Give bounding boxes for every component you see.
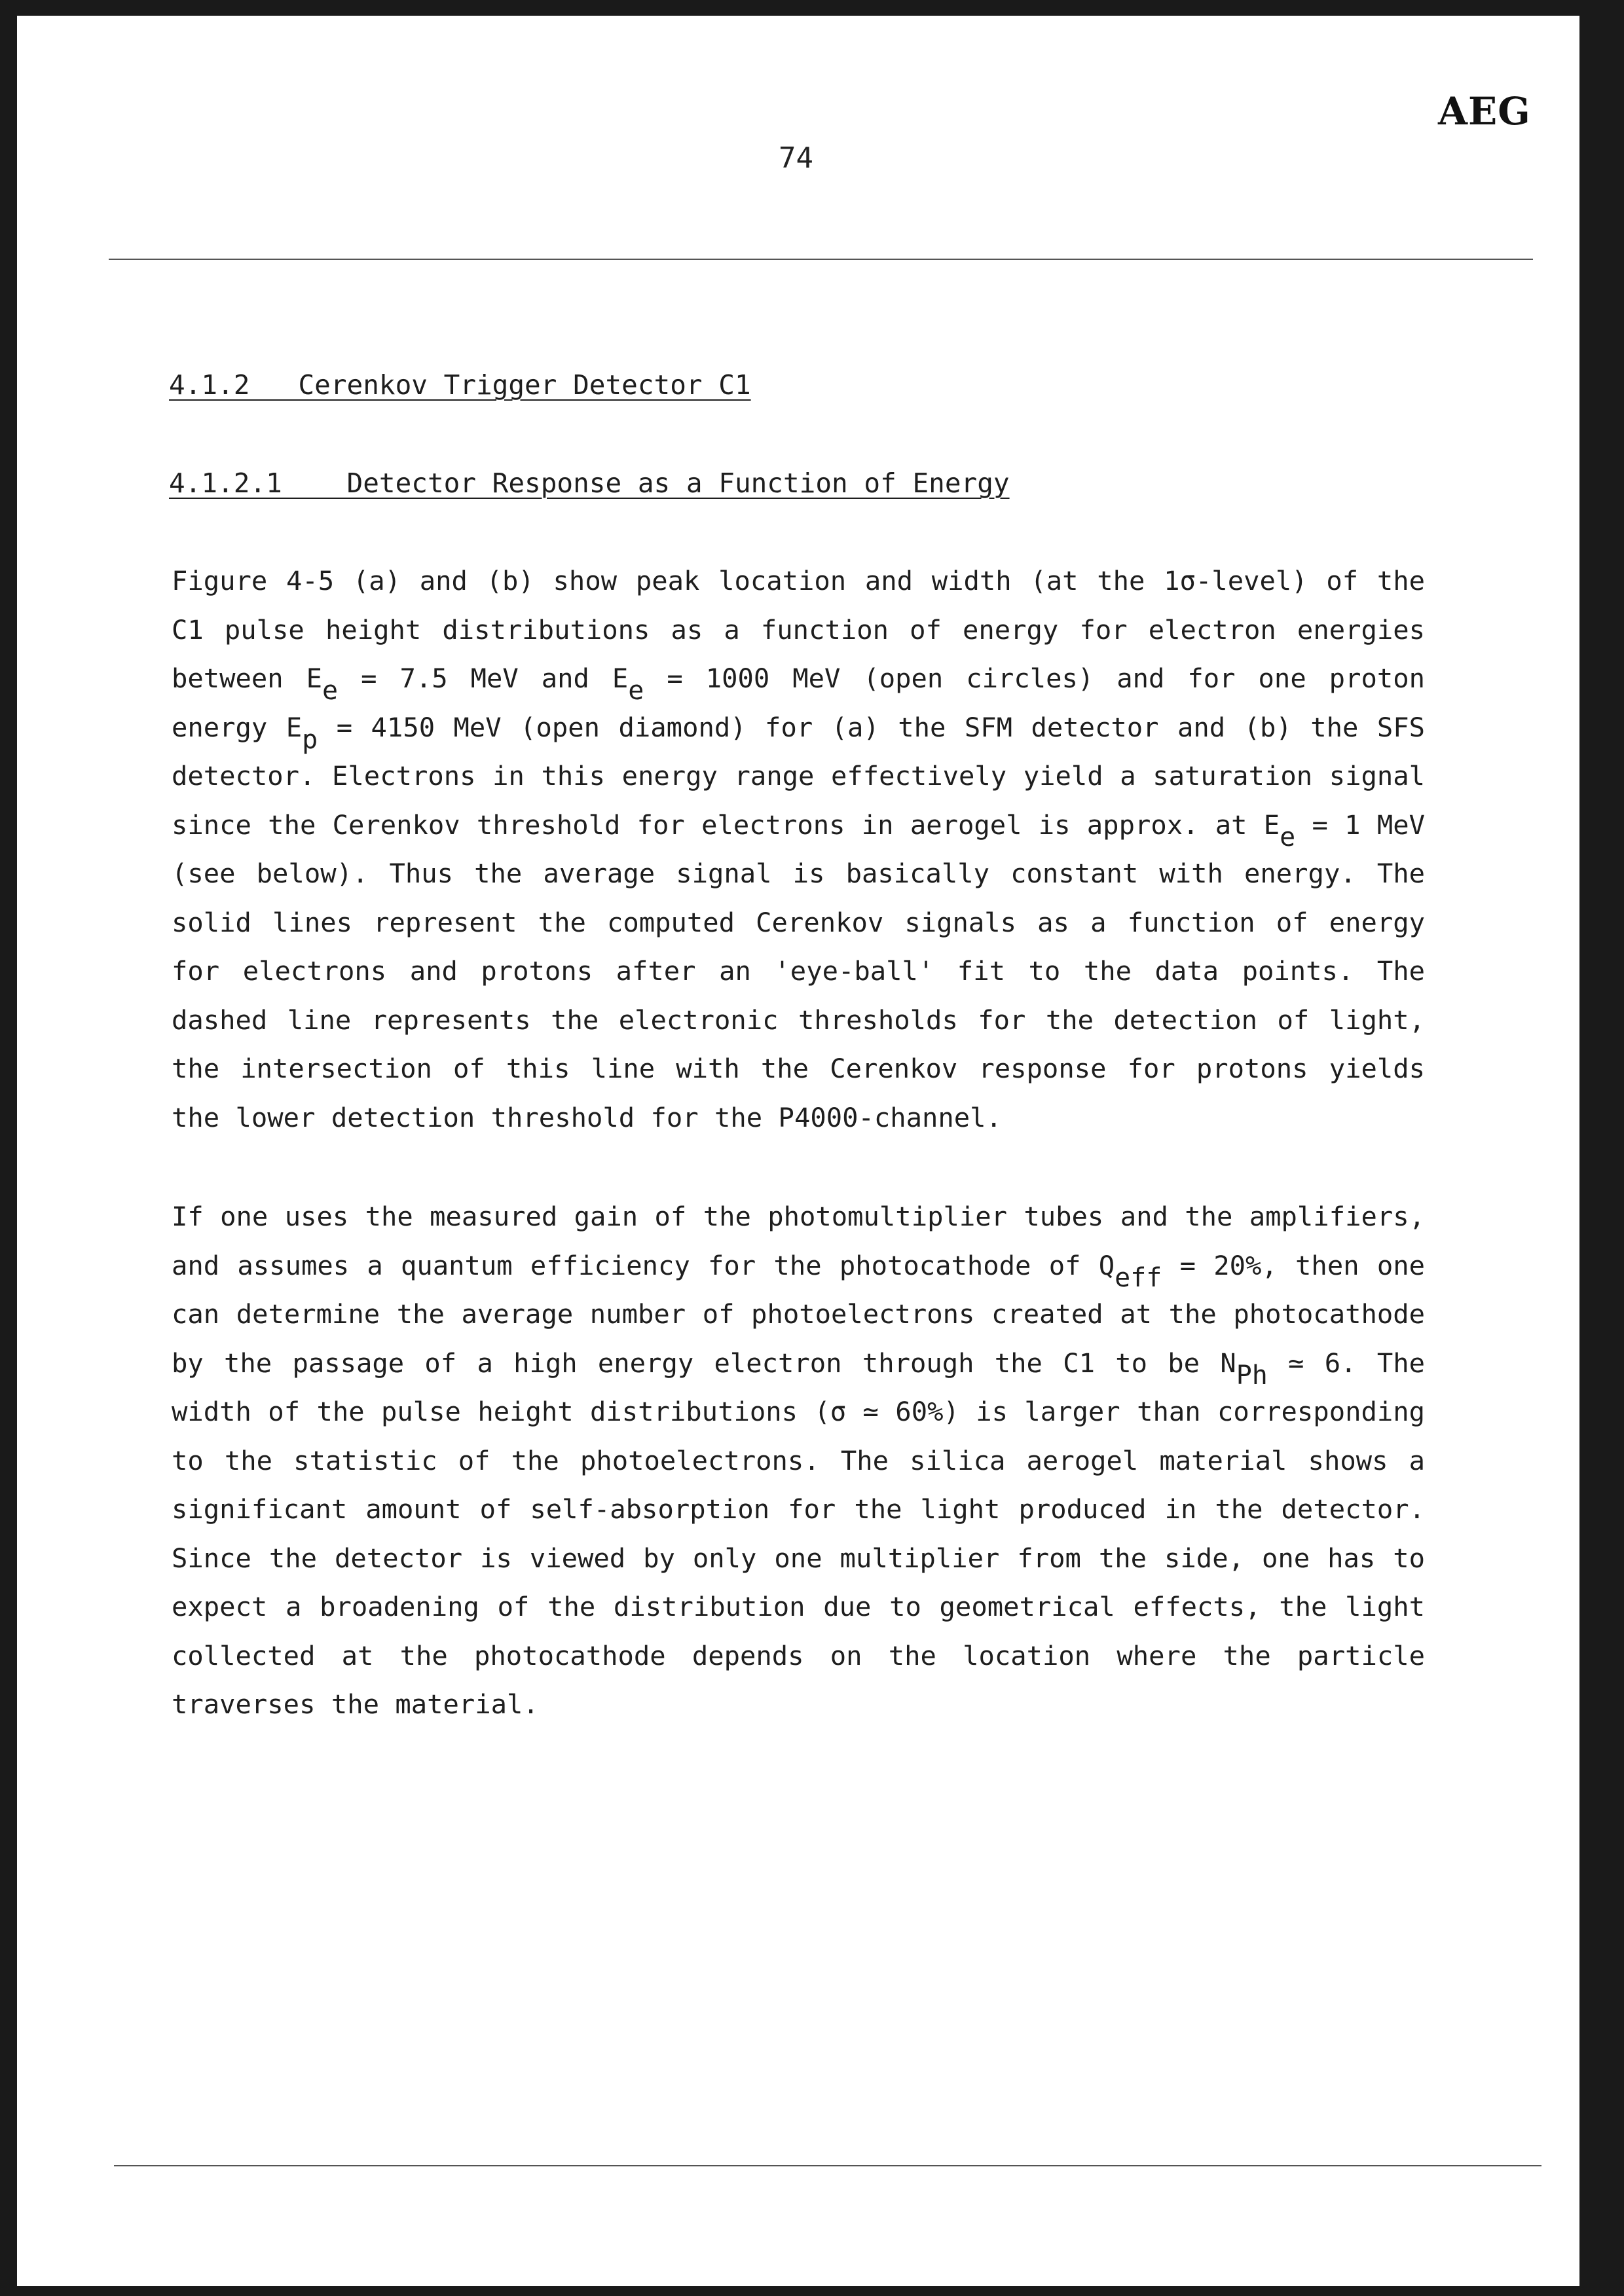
paragraph-text: = 7.5 MeV and E [338, 663, 629, 694]
paragraph-text: Figure 4-5 (a) and (b) show peak location and width (at the 1σ-level) of the C1 pulse height distributions as a function of energy for electron energies between E [172, 565, 1425, 694]
paragraph-text: ≃ 6. The width of the pulse height distributions (σ ≃ 60%) is larger than corresponding to the statistic of the photoelectrons. The silica aerogel material shows a significant amount of self-absorption for the light produced in the detector. Since the detector is viewed by only one multiplier from the side, one has to expect a broadening of the distribution due to geometrical effects, the light collected at the photocathode depends on the location where the particle traverses the material. [172, 1347, 1425, 1720]
paragraph-text: = 1 MeV (see below). Thus the average signal is basically constant with energy. The solid lines represent the computed Cerenkov signals as a function of energy for electrons and protons after an 'eye-ball' fit to the data points. The dashed line represents the electronic thresholds for the detection of light, the intersection of this line with the Cerenkov response for protons yields the lower detection threshold for the P4000-channel. [172, 809, 1425, 1133]
subscript: e [1280, 822, 1296, 852]
subsection-heading: 4.1.2.1 Detector Response as a Function of Energy [169, 467, 1010, 499]
company-logo: AEG [1438, 89, 1531, 134]
subscript: eff [1115, 1262, 1162, 1293]
paragraph-text: = 4150 MeV (open diamond) for (a) the SFM detector and (b) the SFS detector. Electrons in this energy range effectively yield a saturation signal since the Cerenkov threshold for electrons in aerogel is approx. at E [172, 711, 1425, 841]
header-divider [109, 259, 1533, 260]
subscript: e [322, 676, 339, 706]
paragraph-text: = 20%, then one can determine the average number of photoelectrons created at the photocathode by the passage of a high energy electron through the C1 to be N [172, 1249, 1425, 1379]
paragraph-text: = 1000 MeV (open circles) and for one proton energy E [172, 663, 1425, 743]
subscript: Ph [1236, 1360, 1268, 1391]
body-paragraph-1 [172, 556, 1425, 1142]
page-number: 74 [779, 141, 813, 175]
paragraph-text: If one uses the measured gain of the photomultiplier tubes and the amplifiers, and assumes a quantum efficiency for the photocathode of Q [172, 1201, 1425, 1281]
body-paragraph-2 [172, 1192, 1425, 1729]
footer-divider [114, 2165, 1541, 2166]
section-heading: 4.1.2 Cerenkov Trigger Detector C1 [169, 369, 751, 401]
subscript: p [302, 724, 318, 755]
document-page [17, 16, 1579, 2286]
subscript: e [628, 676, 644, 706]
